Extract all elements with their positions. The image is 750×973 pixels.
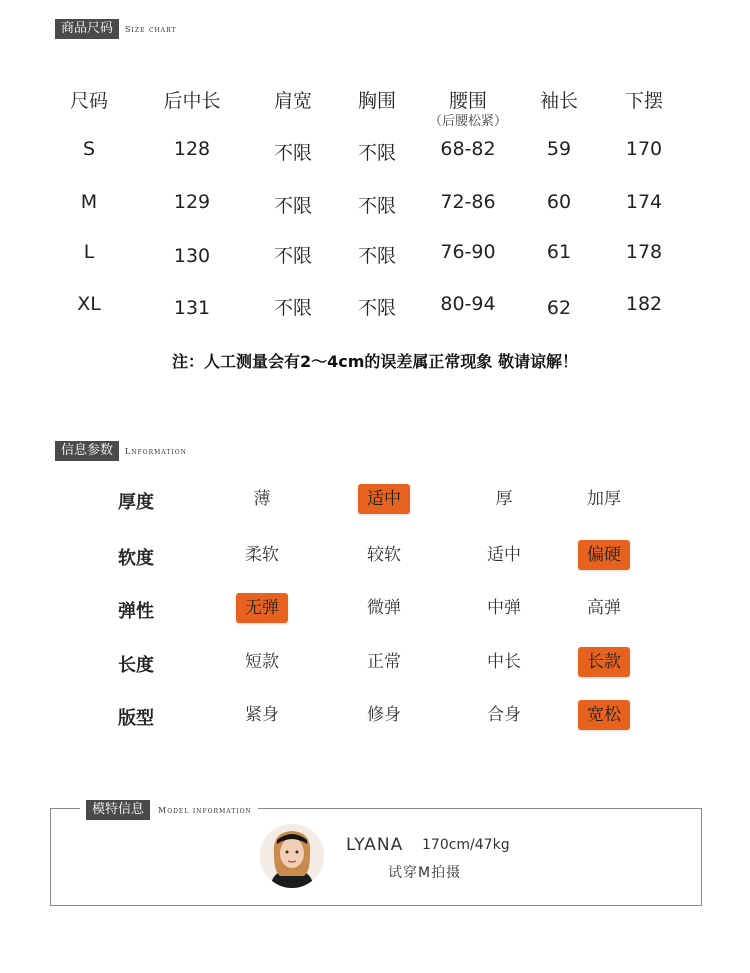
size-cell-r3-c3: 不限 (357, 297, 396, 319)
param-option-selected: 无弹 (236, 593, 288, 623)
param-option: 适中 (487, 545, 521, 565)
size-cell-r1-c0: M (80, 191, 98, 213)
size-cell-r0-c0: S (82, 138, 96, 160)
size-cell-r1-c3: 不限 (357, 195, 396, 217)
size-cell-r2-c3: 不限 (357, 245, 396, 267)
param-row (0, 593, 750, 625)
size-cell-r3-c2: 不限 (273, 297, 312, 319)
param-option: 合身 (487, 705, 521, 725)
model-avatar (260, 824, 324, 888)
size-cell-r2-c4: 76-90 (440, 241, 496, 263)
size-cell-r2-c6: 178 (625, 241, 663, 263)
param-option: 高弹 (587, 598, 621, 618)
param-option-selected: 长款 (578, 647, 630, 677)
param-option: 正常 (367, 652, 401, 672)
model-info-tag-cn: 模特信息 (86, 800, 150, 820)
size-cell-r3-c5: 62 (546, 297, 572, 319)
size-header-3: 胸围 (357, 90, 396, 112)
size-header-5: 袖长 (539, 90, 578, 112)
size-header-2: 肩宽 (273, 90, 312, 112)
param-label: 厚度 (118, 492, 154, 513)
size-cell-r1-c2: 不限 (273, 195, 312, 217)
size-cell-r2-c0: L (83, 241, 95, 263)
size-cell-r3-c4: 80-94 (440, 293, 496, 315)
size-cell-r0-c3: 不限 (357, 142, 396, 164)
param-option: 中长 (487, 652, 521, 672)
size-cell-r3-c6: 182 (625, 293, 663, 315)
size-cell-r0-c5: 59 (546, 138, 572, 160)
param-option: 柔软 (245, 545, 279, 565)
model-info-box (50, 805, 702, 906)
param-row (0, 540, 750, 572)
size-cell-r0-c1: 128 (173, 138, 211, 160)
size-cell-r1-c5: 60 (546, 191, 572, 213)
param-option: 薄 (253, 489, 271, 509)
param-option: 微弹 (367, 598, 401, 618)
param-row (0, 484, 750, 516)
size-cell-r2-c2: 不限 (273, 245, 312, 267)
waist-elastic-note: （后腰松紧） (428, 114, 507, 129)
size-header-0: 尺码 (69, 90, 108, 112)
size-cell-r0-c2: 不限 (273, 142, 312, 164)
size-chart-tag-cn: 商品尺码 (55, 19, 119, 39)
param-option: 紧身 (245, 705, 279, 725)
model-info-tag (80, 800, 258, 820)
param-label: 版型 (118, 708, 154, 729)
param-option: 短款 (245, 652, 279, 672)
size-header-6: 下摆 (624, 90, 663, 112)
size-header-4: 腰围 (448, 90, 487, 112)
model-tried-size: 试穿M拍摄 (388, 865, 462, 881)
param-option: 加厚 (587, 489, 621, 509)
size-cell-r3-c0: XL (77, 293, 101, 315)
param-option-selected: 适中 (358, 484, 410, 514)
param-option: 较软 (367, 545, 401, 565)
measurement-note: 注：人工测量会有2～4cm的误差属正常现象 敬请谅解！ (172, 352, 578, 371)
model-name: LYANA (346, 835, 404, 855)
model-info-tag-en: Model information (158, 805, 252, 815)
size-cell-r1-c6: 174 (625, 191, 663, 213)
size-cell-r0-c4: 68-82 (440, 138, 496, 160)
param-row (0, 700, 750, 732)
info-params-tag (55, 441, 187, 461)
size-chart-tag (55, 19, 177, 39)
size-chart-tag-en: Size chart (125, 24, 177, 34)
param-label: 软度 (118, 548, 154, 569)
size-cell-r2-c5: 61 (546, 241, 572, 263)
param-option-selected: 偏硬 (578, 540, 630, 570)
size-cell-r1-c4: 72-86 (440, 191, 496, 213)
size-cell-r0-c6: 170 (625, 138, 663, 160)
param-option: 中弹 (487, 598, 521, 618)
info-params-tag-en: Lnformation (125, 446, 187, 456)
size-cell-r1-c1: 129 (173, 191, 211, 213)
size-header-1: 后中长 (163, 90, 221, 112)
size-cell-r2-c1: 130 (173, 245, 211, 267)
param-row (0, 647, 750, 679)
param-option-selected: 宽松 (578, 700, 630, 730)
param-option: 厚 (495, 489, 513, 509)
size-cell-r3-c1: 131 (173, 297, 211, 319)
param-label: 弹性 (118, 601, 154, 622)
info-params-tag-cn: 信息参数 (55, 441, 119, 461)
param-label: 长度 (118, 655, 154, 676)
param-option: 修身 (367, 705, 401, 725)
model-stats: 170cm/47kg (422, 837, 510, 853)
